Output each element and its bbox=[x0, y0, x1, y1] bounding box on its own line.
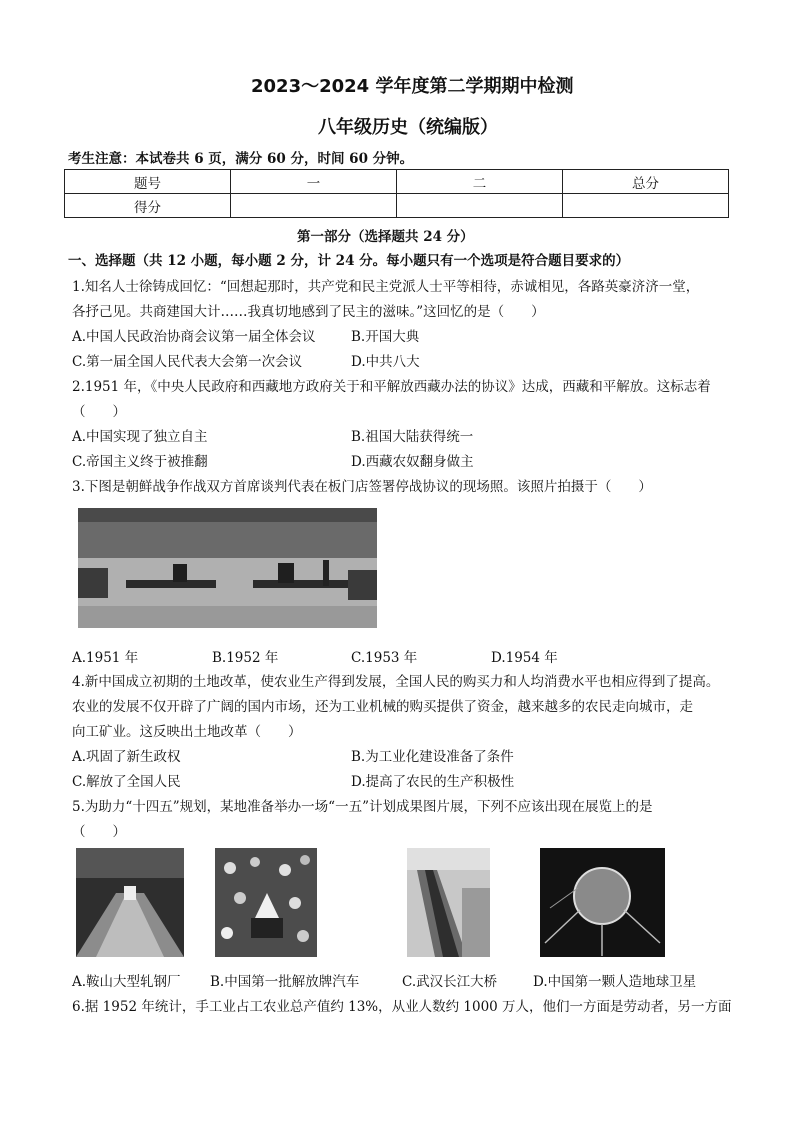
q5-option-a: A.鞍山大型轧钢厂 bbox=[72, 974, 181, 990]
wuhan-bridge-photo bbox=[407, 848, 490, 957]
question-4-line-2: 农业的发展不仅开辟了广阔的国内市场，还为工业机械的购买提供了资金，越来越多的农民走向城市，走 bbox=[72, 699, 693, 715]
part-one-title: 第一部分（选择题共 24 分） bbox=[297, 229, 474, 245]
q2-option-d: D.西藏农奴翻身做主 bbox=[351, 454, 474, 470]
satellite-photo bbox=[540, 848, 665, 957]
q3-option-d: D.1954 年 bbox=[491, 650, 558, 666]
q4-option-b: B.为工业化建设准备了条件 bbox=[351, 749, 514, 765]
q1-option-a: A.中国人民政治协商会议第一届全体会议 bbox=[72, 329, 316, 345]
score-table-header: 题号 bbox=[65, 170, 231, 194]
armistice-signing-photo bbox=[78, 508, 377, 628]
question-1-line-1: 1.知名人士徐铸成回忆：“回想起那时，共产党和民主党派人士平等相待，赤诚相见，各路英豪济济一堂， bbox=[72, 279, 700, 295]
q3-option-c: C.1953 年 bbox=[351, 650, 418, 666]
question-3-line-1: 3.下图是朝鲜战争作战双方首席谈判代表在板门店签署停战协议的现场照。该照片拍摄于（ ） bbox=[72, 479, 652, 495]
score-cell bbox=[231, 194, 397, 218]
score-table-row bbox=[65, 194, 729, 218]
section-title: 一、选择题（共 12 小题，每小题 2 分，计 24 分。每小题只有一个选项是符合题目要求的） bbox=[68, 253, 630, 269]
question-1-line-2: 各抒己见。共商建国大计……我真切地感到了民主的滋味。”这回忆的是（ ） bbox=[72, 304, 545, 320]
q5-option-c: C.武汉长江大桥 bbox=[402, 974, 498, 990]
q2-option-a: A.中国实现了独立自主 bbox=[72, 429, 208, 445]
score-cell bbox=[397, 194, 563, 218]
question-5-line-1: 5.为助力“十四五”规划，某地准备举办一场“一五”计划成果图片展，下列不应该出现在展览上的是 bbox=[72, 799, 653, 815]
q2-option-b: B.祖国大陆获得统一 bbox=[351, 429, 474, 445]
q5-option-d: D.中国第一颗人造地球卫星 bbox=[533, 974, 697, 990]
question-4-line-3: 向工矿业。这反映出土地改革（ ） bbox=[72, 724, 302, 740]
q3-option-b: B.1952 年 bbox=[212, 650, 279, 666]
question-2-line-2: （ ） bbox=[72, 404, 126, 420]
score-table bbox=[64, 169, 729, 218]
q5-option-b: B.中国第一批解放牌汽车 bbox=[210, 974, 360, 990]
score-table-header: 总分 bbox=[563, 170, 729, 194]
question-4-line-1: 4.新中国成立初期的土地改革，使农业生产得到发展，全国人民的购买力和人均消费水平也相应得到了提高。 bbox=[72, 674, 720, 690]
q1-option-c: C.第一届全国人民代表大会第一次会议 bbox=[72, 354, 303, 370]
score-cell bbox=[563, 194, 729, 218]
exam-title: 2023～2024 学年度第二学期期中检测 bbox=[251, 76, 574, 97]
q3-option-a: A.1951 年 bbox=[72, 650, 139, 666]
q4-option-a: A.巩固了新生政权 bbox=[72, 749, 181, 765]
score-row-label: 得分 bbox=[65, 194, 231, 218]
question-6-line-1: 6.据 1952 年统计，手工业占工农业总产值约 13%，从业人数约 1000 万人，他们一方面是劳动者，另一方面 bbox=[72, 999, 732, 1015]
jiefang-truck-photo bbox=[215, 848, 317, 957]
score-table-header-row bbox=[65, 170, 729, 194]
q4-option-c: C.解放了全国人民 bbox=[72, 774, 181, 790]
exam-subtitle: 八年级历史（统编版） bbox=[318, 117, 498, 138]
score-table-header: 二 bbox=[397, 170, 563, 194]
question-2-line-1: 2.1951 年，《中央人民政府和西藏地方政府关于和平解放西藏办法的协议》达成，西藏和平解放。这标志着 bbox=[72, 379, 711, 395]
q4-option-d: D.提高了农民的生产积极性 bbox=[351, 774, 515, 790]
q1-option-b: B.开国大典 bbox=[351, 329, 420, 345]
question-5-line-2: （ ） bbox=[72, 824, 126, 840]
score-table-header: 一 bbox=[231, 170, 397, 194]
q2-option-c: C.帝国主义终于被推翻 bbox=[72, 454, 208, 470]
exam-notice: 考生注意：本试卷共 6 页，满分 60 分，时间 60 分钟。 bbox=[68, 151, 414, 167]
steel-mill-photo bbox=[76, 848, 184, 957]
q1-option-d: D.中共八大 bbox=[351, 354, 420, 370]
